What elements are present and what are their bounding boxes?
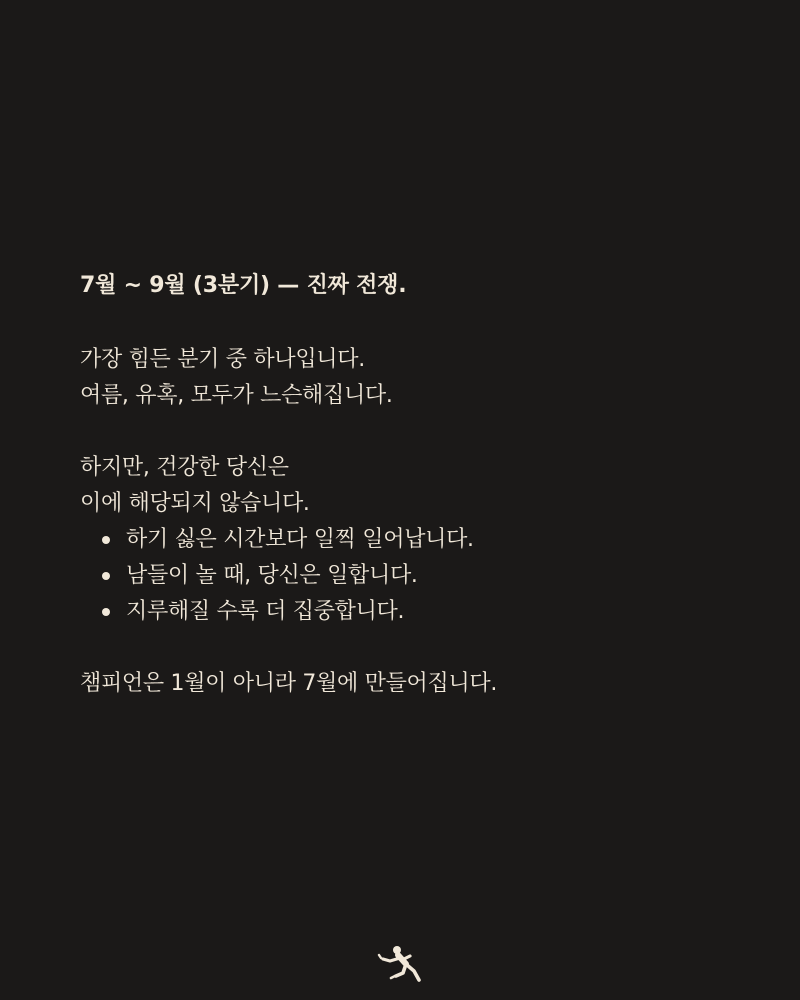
post-heading: 7월 ~ 9월 (3분기) — 진짜 전쟁.	[80, 273, 407, 298]
paragraph-intro-line-1: 가장 힘든 분기 중 하나입니다.	[80, 347, 365, 372]
bullet-item	[100, 594, 740, 630]
paragraph-contrast-line-1: 하지만, 건강한 당신은	[80, 455, 289, 480]
bullet-dot	[102, 608, 110, 616]
bullet-text: 지루해질 수록 더 집중합니다.	[126, 599, 405, 624]
bullet-text: 남들이 놀 때, 당신은 일합니다.	[126, 563, 418, 588]
bullet-item	[100, 522, 740, 558]
bullet-item	[100, 558, 740, 594]
bullet-list	[80, 522, 740, 630]
bullet-text: 하기 싫은 시간보다 일찍 일어납니다.	[126, 527, 474, 552]
post-content	[80, 268, 740, 702]
closing-line: 챔피언은 1월이 아니라 7월에 만들어집니다.	[80, 671, 498, 696]
bullet-dot	[102, 536, 110, 544]
paragraph-intro-line-2: 여름, 유혹, 모두가 느슨해집니다.	[80, 383, 393, 408]
paragraph-intro	[80, 342, 740, 414]
paragraph-contrast	[80, 450, 740, 522]
bullet-dot	[102, 572, 110, 580]
leaping-figure-icon	[376, 944, 424, 984]
paragraph-contrast-line-2: 이에 해당되지 않습니다.	[80, 491, 310, 516]
